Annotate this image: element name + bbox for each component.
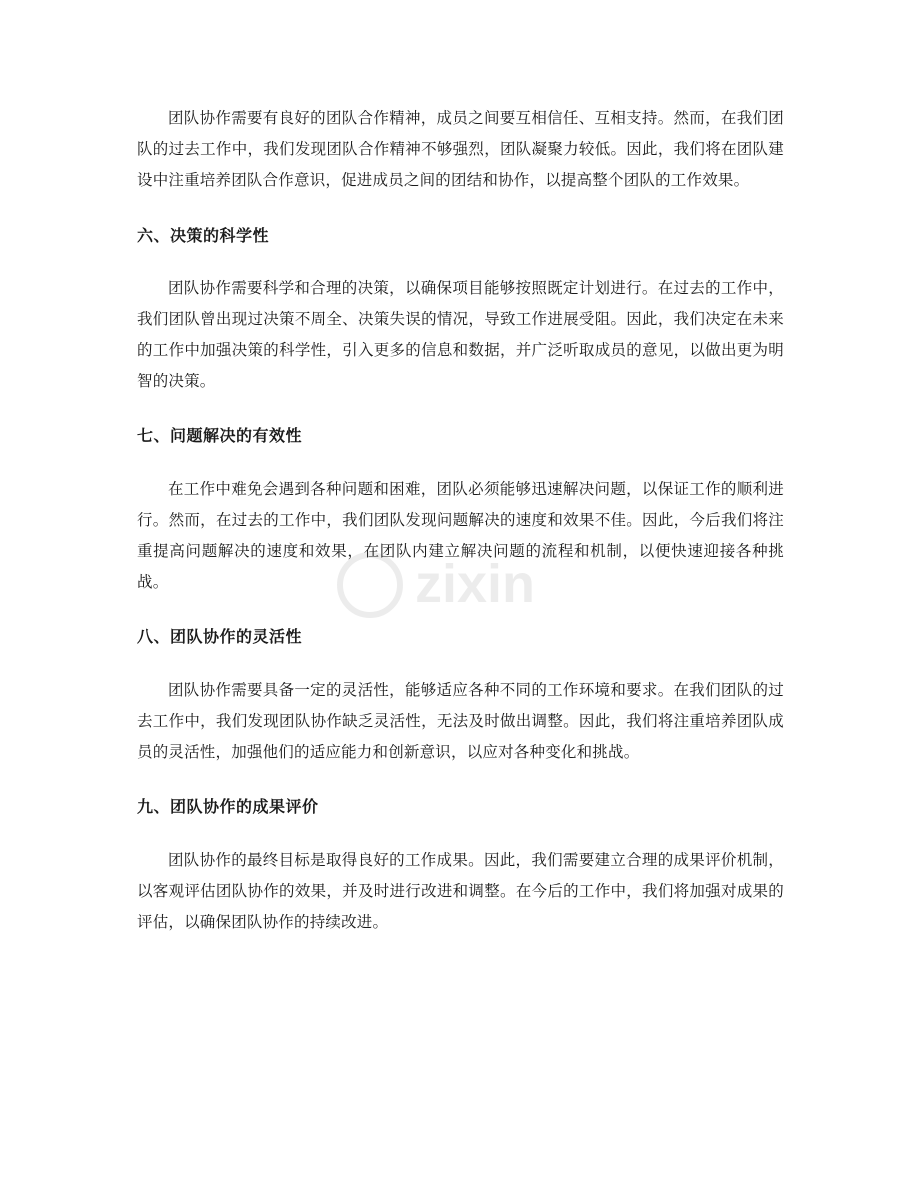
svg-text:zixin: zixin [415,554,536,614]
section-heading-8: 八、团队协作的灵活性 [137,627,303,646]
section-paragraph-6: 团队协作需要科学和合理的决策，以确保项目能够按照既定计划进行。在过去的工作中，我们团队曾出现过决策不周全、决策失误的情况，导致工作进展受阻。因此，我们决定在未来的工作中加强决策的科学性，引入更多的信息和数据，并广泛听取成员的意见，以做出更为明智的决策。 [137,279,784,390]
section-heading-9: 九、团队协作的成果评价 [137,797,319,816]
section-heading-7: 七、问题解决的有效性 [137,426,303,445]
section-paragraph-8: 团队协作需要具备一定的灵活性，能够适应各种不同的工作环境和要求。在我们团队的过去工作中，我们发现团队协作缺乏灵活性，无法及时做出调整。因此，我们将注重培养团队成员的灵活性，加强他们的适应能力和创新意识，以应对各种变化和挑战。 [137,681,784,761]
section-paragraph-9: 团队协作的最终目标是取得良好的工作成果。因此，我们需要建立合理的成果评价机制，以客观评估团队协作的效果，并及时进行改进和调整。在今后的工作中，我们将加强对成果的评估，以确保团队协作的持续改进。 [137,851,784,931]
intro-paragraph: 团队协作需要有良好的团队合作精神，成员之间要互相信任、互相支持。然而，在我们团队的过去工作中，我们发现团队合作精神不够强烈，团队凝聚力较低。因此，我们将在团队建设中注重培养团队合作意识，促进成员之间的团结和协作，以提高整个团队的工作效果。 [137,109,784,189]
section-paragraph-7: 在工作中难免会遇到各种问题和困难，团队必须能够迅速解决问题，以保证工作的顺利进行。然而，在过去的工作中，我们团队发现问题解决的速度和效果不佳。因此，今后我们将注重提高问题解决的速度和效果，在团队内建立解决问题的流程和机制，以便快速迎接各种挑战。 [137,480,784,591]
section-heading-6: 六、决策的科学性 [137,226,270,245]
